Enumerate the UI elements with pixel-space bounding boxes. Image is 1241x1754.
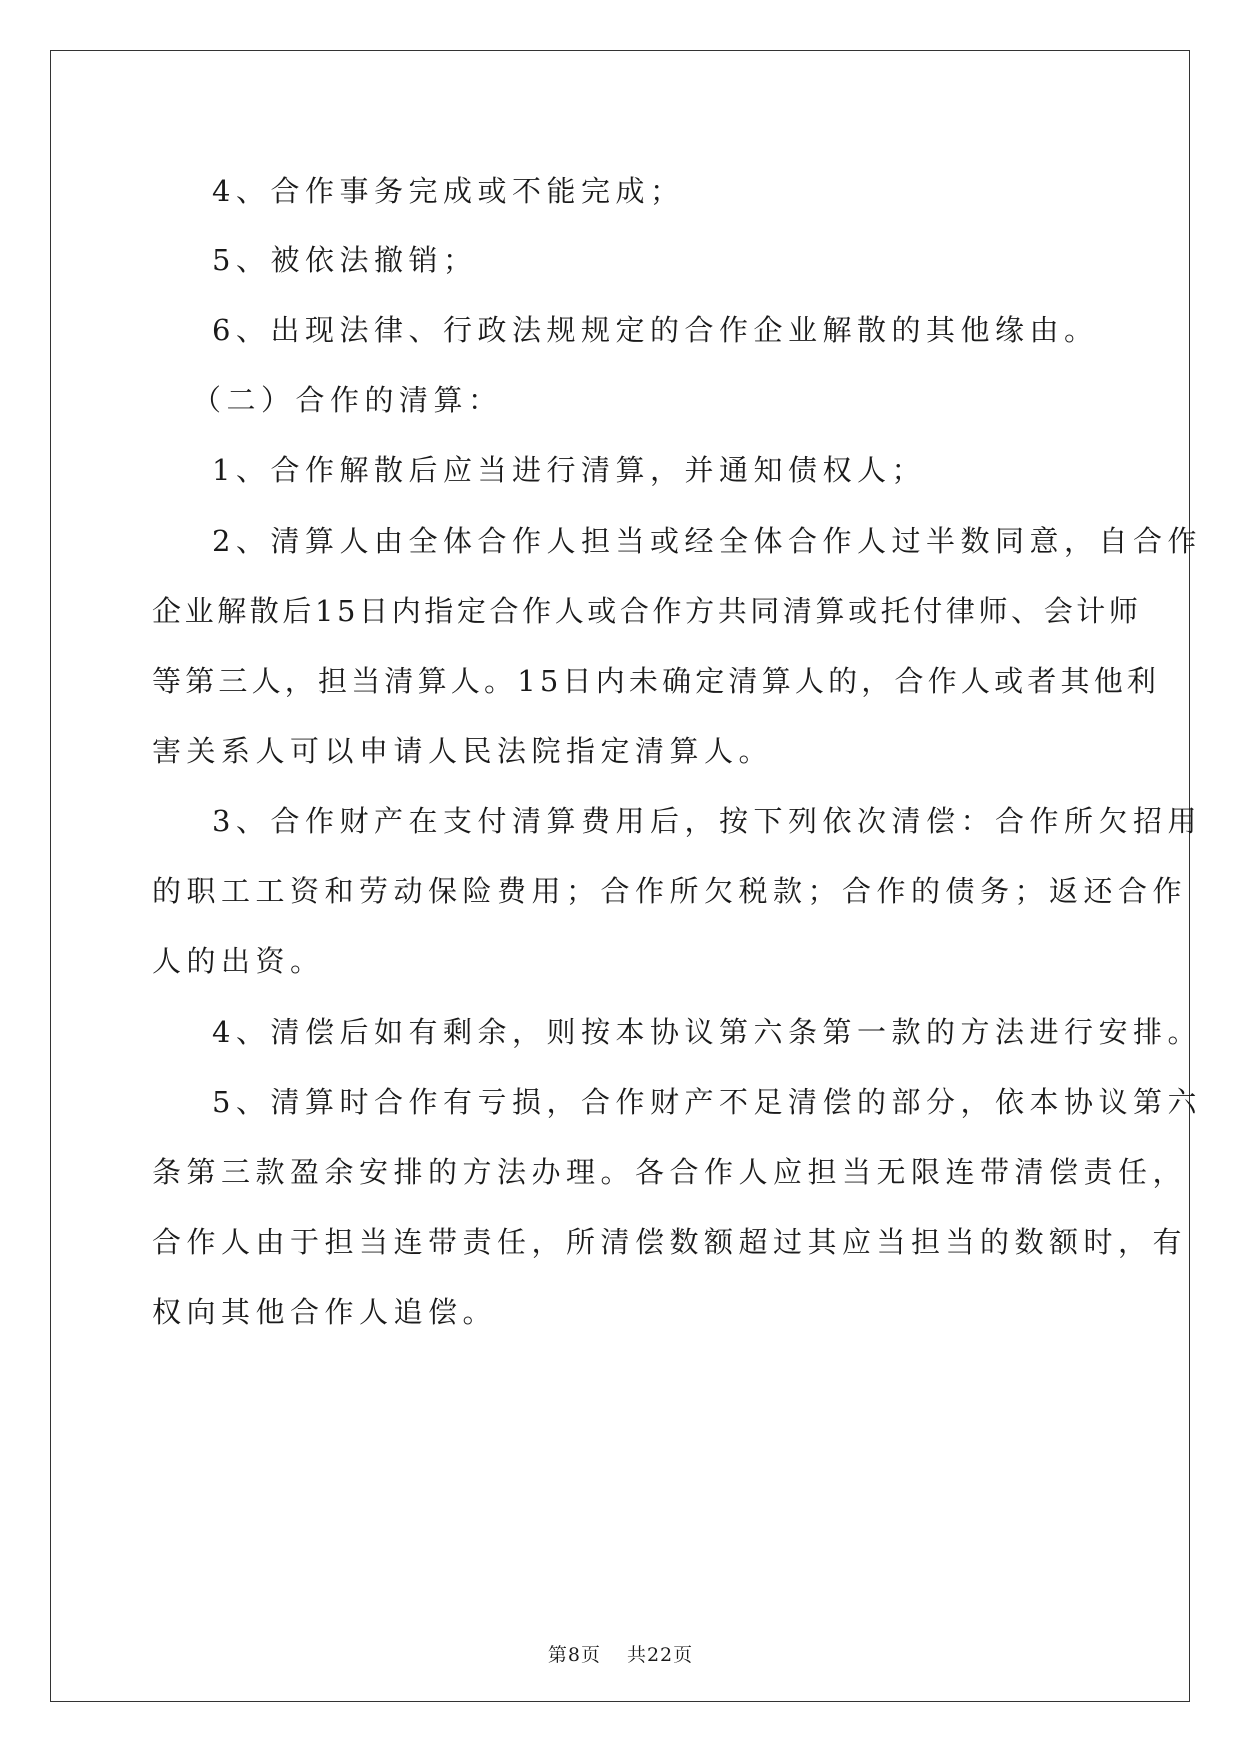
total-pages: 共22页	[626, 1644, 694, 1666]
paragraph-line: 3、合作财产在支付清算费用后，按下列依次清偿：合作所欠招用	[212, 804, 1202, 838]
page-number: 第8页	[547, 1644, 601, 1666]
paragraph-line: 权向其他合作人追偿。	[152, 1295, 498, 1329]
paragraph-line: 人的出资。	[152, 944, 325, 978]
paragraph-line: 5、清算时合作有亏损，合作财产不足清偿的部分，依本协议第六	[212, 1085, 1202, 1119]
paragraph-line: 2、清算人由全体合作人担当或经全体合作人过半数同意，自合作	[212, 524, 1202, 558]
paragraph-line: 条第三款盈余安排的方法办理。各合作人应担当无限连带清偿责任，	[152, 1155, 1188, 1189]
paragraph-line: 4、合作事务完成或不能完成；	[212, 174, 685, 208]
paragraph-line: 合作人由于担当连带责任，所清偿数额超过其应当担当的数额时，有	[152, 1225, 1188, 1259]
paragraph-line: 等第三人，担当清算人。15日内未确定清算人的，合作人或者其他利	[152, 664, 1161, 698]
section-heading: （二）合作的清算：	[192, 383, 503, 417]
paragraph-line: 害关系人可以申请人民法院指定清算人。	[152, 734, 774, 768]
page-footer	[0, 1640, 1241, 1667]
paragraph-line: 6、出现法律、行政法规规定的合作企业解散的其他缘由。	[212, 313, 1099, 347]
paragraph-line: 5、被依法撤销；	[212, 243, 478, 277]
paragraph-line: 1、合作解散后应当进行清算，并通知债权人；	[212, 453, 926, 487]
paragraph-line: 的职工工资和劳动保险费用；合作所欠税款；合作的债务；返还合作	[152, 874, 1188, 908]
paragraph-line: 4、清偿后如有剩余，则按本协议第六条第一款的方法进行安排。	[212, 1015, 1202, 1049]
paragraph-line: 企业解散后15日内指定合作人或合作方共同清算或托付律师、会计师	[152, 594, 1142, 628]
